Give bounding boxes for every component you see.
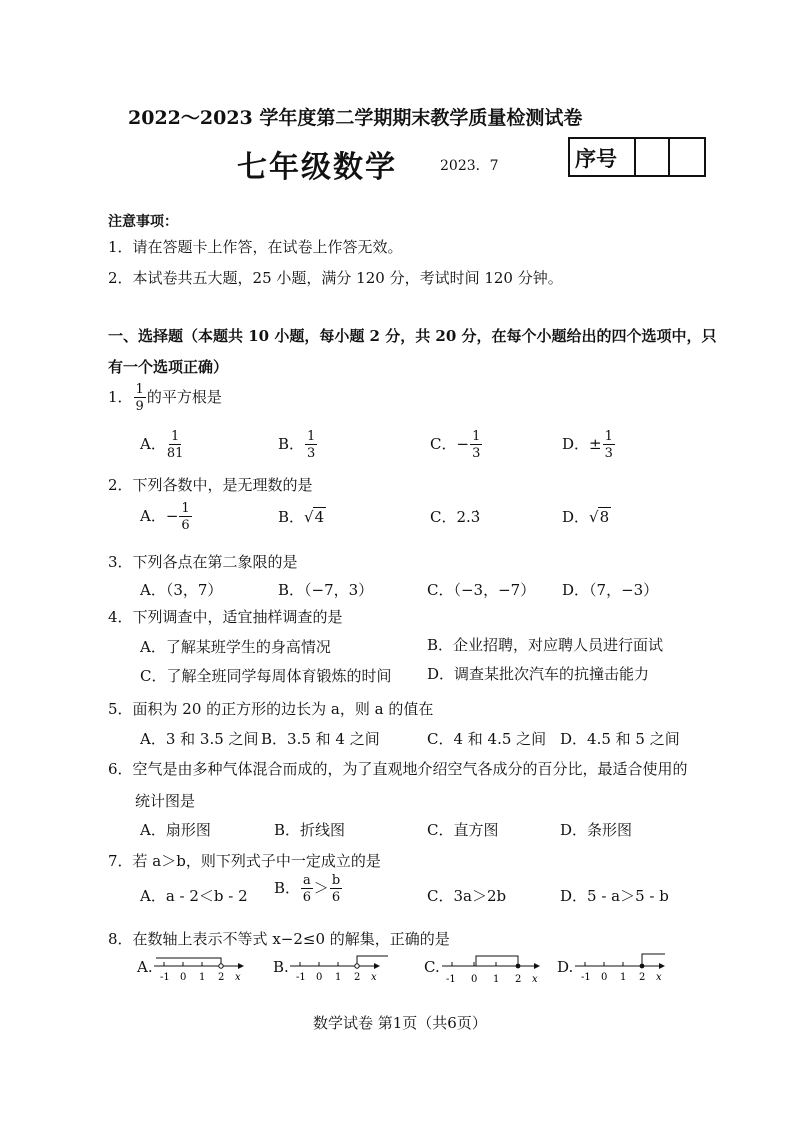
solution-ray [476,956,518,966]
tick-label: 1 [493,974,500,985]
tick-label: 2 [515,974,522,985]
q7-option-d: D．5 - a＞5 - b [560,887,669,905]
q7-b-left-num: a [303,873,311,888]
q6-option-c: C．直方图 [427,821,499,839]
q2-b-radicand: 4 [314,508,325,526]
q2-option-c [430,506,480,527]
q1-d-num: 1 [604,429,613,444]
axis-var: x [656,972,662,983]
closed-endpoint [516,964,521,969]
q5-option-c: C．4 和 4.5 之间 [427,730,547,748]
q3-stem: 3．下列各点在第二象限的是 [108,553,298,571]
tick-label: 1 [199,972,206,983]
q6-option-a: A．扇形图 [140,821,211,839]
q8-number-line-b [288,950,398,990]
q1-frac-num: 1 [135,382,144,397]
tick-label: 0 [180,972,187,983]
q2-d-radicand: 8 [599,508,610,526]
q6-option-d: D．条形图 [560,821,633,839]
q1-d-den: 3 [604,446,613,461]
question-1 [108,383,222,413]
q4-option-c: C．了解全班同学每周体育锻炼的时间 [140,667,392,685]
q1-c-den: 3 [472,446,481,461]
tick-label: -1 [446,974,456,985]
q8-option-b-label: B. [273,958,289,976]
tick-label: 0 [316,972,323,983]
q1-stem: 的平方根是 [146,388,222,406]
q7-stem: 7．若 a＞b，则下列式子中一定成立的是 [108,852,381,870]
q1-a-num: 1 [170,429,180,444]
solution-ray [642,954,665,966]
q6-option-b: B．折线图 [274,821,346,839]
q1-number: 1． [108,388,133,406]
axis-var: x [532,974,538,985]
q4-option-d: D．调查某批次汽车的抗撞击能力 [427,665,650,683]
serial-cell-2 [668,139,670,175]
tick-label: 2 [354,972,361,983]
tick-label: -1 [160,972,170,983]
q1-c-num: 1 [472,429,481,444]
q1-a-den: 81 [166,446,184,461]
q8-option-d-label: D. [557,958,574,976]
q7-option-c: C．3a＞2b [427,887,507,905]
exam-title: 2022～2023 学年度第二学期期末教学质量检测试卷 [128,107,583,129]
q8-number-line-a [152,950,252,990]
q4-option-b: B．企业招聘，对应聘人员进行面试 [427,636,664,654]
sqrt-symbol: √ [304,508,314,526]
q4-option-a: A．了解某班学生的身高情况 [140,638,331,656]
subject-title: 七年级数学 [237,150,397,185]
closed-endpoint [640,964,645,969]
q2-c-label: C． [430,508,457,526]
q1-frac-den: 9 [135,399,144,414]
tick-label: -1 [296,972,306,983]
serial-cell-1 [634,139,636,175]
notice-item-2: 2．本试卷共五大题，25 小题，满分 120 分，考试时间 120 分钟。 [108,269,563,287]
q7-option-b [274,874,343,904]
q6-stem-line1: 6．空气是由多种气体混合而成的，为了直观地介绍空气各成分的百分比，最适合使用的 [108,760,688,778]
q8-option-a-label: A. [137,958,153,976]
q4-stem: 4．下列调查中，适宜抽样调查的是 [108,608,343,626]
q7-b-label: B． [274,879,301,897]
q1-d-label: D． [562,435,590,453]
tick-label: -1 [581,972,591,983]
axis-var: x [235,972,241,983]
q3-option-c: C．（−3，−7） [427,581,536,599]
q1-fraction [134,383,146,413]
q7-option-a: A．a - 2＜b - 2 [140,887,248,905]
q2-a-label: A． [140,507,166,525]
q1-c-label: C． [430,435,457,453]
axis-arrow-icon [238,963,244,969]
q1-d-sign: ± [589,435,602,453]
q8-number-line-c [440,950,545,990]
q2-b-label: B． [278,508,305,526]
axis-arrow-icon [374,963,380,969]
q5-option-a: A．3 和 3.5 之间 [140,730,259,748]
exam-date: 2023．7 [440,158,499,174]
q5-option-b: B．3.5 和 4 之间 [261,730,380,748]
open-endpoint [219,964,223,968]
tick-label: 1 [620,972,627,983]
axis-var: x [371,972,377,983]
q3-option-b: B．（−7，3） [278,581,374,599]
tick-label: 2 [218,972,225,983]
q1-option-a [140,430,184,460]
open-endpoint [355,964,359,968]
q2-option-a [140,502,193,532]
q7-b-right-den: 6 [331,890,341,905]
q6-stem-line2: 统计图是 [135,792,196,810]
section-heading-line2: 有一个选项正确） [108,358,229,376]
notice-item-1: 1．请在答题卡上作答，在试卷上作答无效。 [108,238,403,256]
q1-b-num: 1 [307,429,316,444]
q1-c-sign: − [456,435,470,453]
q1-option-b [278,430,318,460]
q5-stem: 5．面积为 20 的正方形的边长为 a，则 a 的值在 [108,700,434,718]
serial-number-box [568,137,706,177]
notice-heading: 注意事项： [108,214,178,230]
section-heading-line1: 一、选择题（本题共 10 小题，每小题 2 分，共 20 分，在每个小题给出的四个选项中，只 [108,327,717,345]
solution-ray [357,956,388,966]
q3-option-a: A．（3，7） [140,581,223,599]
q7-b-right-num: b [331,873,341,888]
q8-stem: 8．在数轴上表示不等式 x−2≤0 的解集，正确的是 [108,930,450,948]
q2-c-value: 2.3̇ [456,508,481,526]
q2-option-d [562,506,611,527]
q7-b-operator: ＞ [313,879,329,897]
q7-b-left-den: 6 [302,890,312,905]
q2-a-den: 6 [181,518,190,533]
q2-a-sign: − [165,507,179,525]
q1-b-den: 3 [307,446,316,461]
q8-number-line-d [573,950,683,990]
sqrt-symbol: √ [589,508,599,526]
serial-label: 序号 [575,146,617,171]
page-footer: 数学试卷 第1页（共6页） [313,1014,487,1032]
q1-b-label: B． [278,435,305,453]
q2-a-num: 1 [181,501,190,516]
axis-arrow-icon [534,963,540,969]
tick-label: 1 [335,972,342,983]
q1-option-d [562,430,616,460]
q2-d-label: D． [562,508,590,526]
q1-a-label: A． [140,435,166,453]
solution-ray [156,958,221,966]
q1-option-c [430,430,483,460]
q2-option-b [278,506,326,527]
tick-label: 0 [471,974,478,985]
axis-arrow-icon [659,963,665,969]
q2-stem: 2．下列各数中，是无理数的是 [108,476,313,494]
tick-label: 2 [639,972,646,983]
q5-option-d: D．4.5 和 5 之间 [560,730,680,748]
q3-option-d: D．（7，−3） [562,581,659,599]
q8-option-c-label: C. [424,958,440,976]
tick-label: 0 [601,972,608,983]
